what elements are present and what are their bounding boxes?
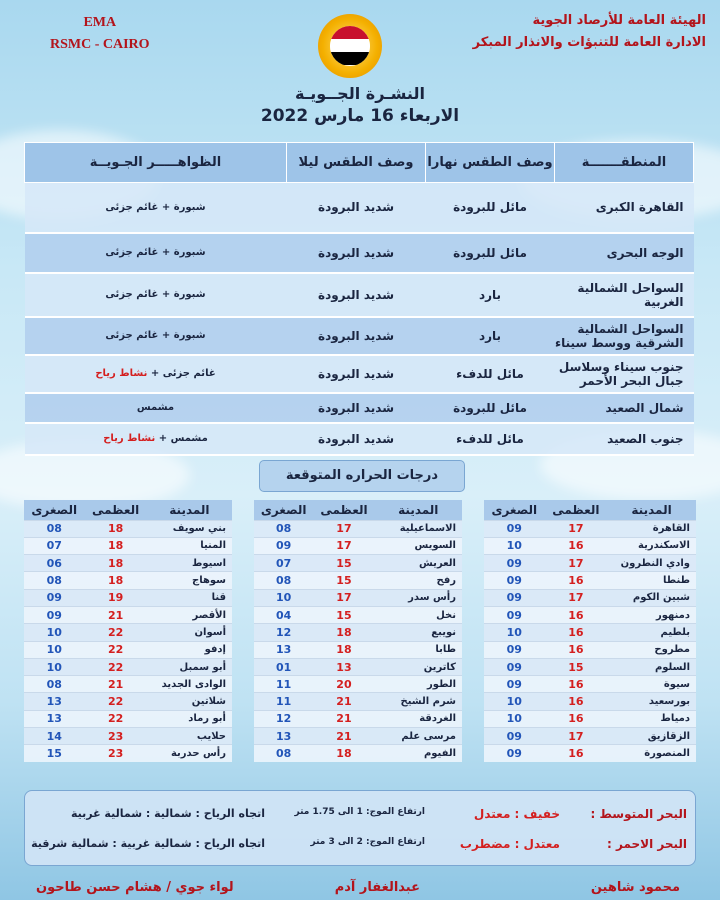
forecast-row (25, 183, 694, 233)
forecast-row (25, 233, 694, 273)
temp-row (484, 624, 696, 641)
phenomena (25, 355, 287, 393)
forecast-row (25, 355, 694, 393)
day-weather: بارد (426, 273, 555, 317)
temp-row (484, 555, 696, 572)
bulletin-title: النشـرة الجــويـة (295, 84, 425, 103)
temp-header-row (484, 500, 696, 520)
temp-city: أبو رماد (147, 710, 232, 727)
temp-max: 18 (84, 537, 146, 554)
header-left (50, 12, 150, 56)
temp-max: 16 (545, 710, 608, 727)
forecast-row (25, 317, 694, 355)
temp-row (484, 658, 696, 675)
temp-min: 10 (484, 710, 545, 727)
temp-header-city: المدينة (375, 500, 462, 520)
temp-city: بني سويف (147, 520, 232, 537)
temp-row (484, 537, 696, 554)
temp-city: أسوان (147, 624, 232, 641)
temp-min: 09 (484, 520, 545, 537)
temp-min: 10 (24, 624, 84, 641)
temp-max: 13 (313, 658, 374, 675)
region-name: الوجه البحرى (554, 233, 693, 273)
signature-3: لواء جوي / هشام حسن طاحون (36, 880, 234, 895)
temp-max: 22 (84, 624, 146, 641)
phenomena-text: شبورة + غائم جزئى (105, 330, 206, 341)
temp-max: 15 (545, 658, 608, 675)
temp-min: 09 (254, 537, 313, 554)
temp-row (484, 710, 696, 727)
temp-city: مرسى علم (375, 728, 462, 745)
temperature-table-1 (484, 500, 696, 762)
phenomena-text: غائم جزئى + (150, 368, 216, 379)
wave-height: ارتفاع الموج: 2 الى 3 متر (310, 837, 425, 847)
temp-max: 16 (545, 676, 608, 693)
temp-city: أبو سمبل (147, 658, 232, 675)
temp-row (484, 641, 696, 658)
temp-max: 16 (545, 572, 608, 589)
temp-row (484, 589, 696, 606)
temp-city: بلطيم (607, 624, 696, 641)
temp-max: 18 (313, 624, 374, 641)
temp-min: 09 (484, 728, 545, 745)
temp-max: 22 (84, 658, 146, 675)
temp-max: 17 (313, 589, 374, 606)
temp-min: 09 (484, 589, 545, 606)
temp-row (24, 520, 232, 537)
temp-max: 16 (545, 606, 608, 623)
sea-row-mediterranean (25, 807, 695, 831)
temp-min: 07 (24, 537, 84, 554)
temp-city: القاهرة (607, 520, 696, 537)
temp-row (254, 520, 462, 537)
col-header-region: المنطقـــــــة (554, 143, 693, 183)
temp-max: 18 (313, 745, 374, 762)
temp-city: اسيوط (147, 555, 232, 572)
temp-min: 08 (254, 572, 313, 589)
wind-direction: اتجاه الرياح : شمالية غربية : شمالية شرقية (31, 837, 265, 850)
department-name: الادارة العامة للتنبؤات والانذار المبكر (472, 35, 706, 50)
temp-header-row (24, 500, 232, 520)
temp-city: حلايب (147, 728, 232, 745)
temp-min: 08 (254, 520, 313, 537)
temp-city: نخل (375, 606, 462, 623)
temp-min: 13 (254, 641, 313, 658)
temp-city: الاسماعيلية (375, 520, 462, 537)
region-name: القاهرة الكبرى (554, 183, 693, 233)
temp-max: 15 (313, 555, 374, 572)
temp-max: 18 (84, 555, 146, 572)
phenomena (25, 393, 287, 423)
temp-header-max: العظمى (313, 500, 374, 520)
wave-height: ارتفاع الموج: 1 الى 1.75 متر (294, 807, 425, 817)
temp-min: 04 (254, 606, 313, 623)
temp-max: 15 (313, 572, 374, 589)
temp-city: نويبع (375, 624, 462, 641)
temp-city: شلاتين (147, 693, 232, 710)
temp-row (254, 624, 462, 641)
temp-min: 09 (484, 555, 545, 572)
temp-city: الأقصر (147, 606, 232, 623)
temp-max: 21 (313, 693, 374, 710)
phenomena-text: مشمس + (158, 433, 208, 444)
temp-city: الوادى الجديد (147, 676, 232, 693)
col-header-phenomena: الظواهـــــر الجـويــة (25, 143, 287, 183)
temp-min: 11 (254, 693, 313, 710)
temp-row (24, 537, 232, 554)
temp-min: 10 (24, 641, 84, 658)
ema-logo-icon (318, 14, 382, 78)
temp-max: 19 (84, 589, 146, 606)
night-weather: شديد البرودة (286, 355, 425, 393)
sea-state: خفيف : معتدل (473, 807, 560, 821)
phenomena (25, 273, 287, 317)
sea-name: البحر المتوسط : (590, 807, 687, 821)
temp-city: طابا (375, 641, 462, 658)
region-name: جنوب سيناء وسلاسل جبال البحر الأحمر (554, 355, 693, 393)
temp-city: رأس حدربة (147, 745, 232, 762)
temp-min: 10 (484, 537, 545, 554)
temp-city: سوهاج (147, 572, 232, 589)
temp-city: دمياط (607, 710, 696, 727)
temp-city: شبين الكوم (607, 589, 696, 606)
temp-row (24, 641, 232, 658)
temp-city: الفيوم (375, 745, 462, 762)
wind-direction: اتجاه الرياح : شمالية : شمالية غربية (70, 807, 265, 820)
signature-1: محمود شاهين (590, 880, 680, 895)
signature-2: عبدالغفار آدم (334, 880, 420, 895)
temp-max: 17 (313, 520, 374, 537)
temp-min: 10 (484, 624, 545, 641)
phenomena-warning: نشاط رياح (95, 368, 148, 379)
temp-city: كاترين (375, 658, 462, 675)
phenomena (25, 233, 287, 273)
day-weather: بارد (426, 317, 555, 355)
temp-max: 22 (84, 693, 146, 710)
temperatures-title: درجات الحراره المتوقعة (259, 460, 465, 492)
sea-conditions-box (24, 790, 696, 866)
temp-max: 16 (545, 745, 608, 762)
temp-city: رأس سدر (375, 589, 462, 606)
night-weather: شديد البرودة (286, 393, 425, 423)
temp-city: المنيا (147, 537, 232, 554)
temp-max: 22 (84, 710, 146, 727)
temp-min: 11 (254, 676, 313, 693)
region-name: شمال الصعيد (554, 393, 693, 423)
temp-max: 17 (545, 520, 608, 537)
region-name: السواحل الشمالية الشرقية ووسط سيناء (554, 317, 693, 355)
temp-max: 20 (313, 676, 374, 693)
temp-header-min: الصغرى (24, 500, 84, 520)
temp-city: مطروح (607, 641, 696, 658)
temp-row (254, 555, 462, 572)
temp-row (484, 606, 696, 623)
night-weather: شديد البرودة (286, 183, 425, 233)
forecast-row (25, 423, 694, 455)
phenomena-text: مشمس (136, 402, 175, 413)
day-weather: مائل للبرودة (426, 183, 555, 233)
night-weather: شديد البرودة (286, 273, 425, 317)
temp-max: 15 (313, 606, 374, 623)
temp-min: 01 (254, 658, 313, 675)
temp-max: 23 (84, 745, 146, 762)
col-header-day: وصف الطقس نهارا (426, 143, 555, 183)
temp-city: الغردقة (375, 710, 462, 727)
temp-row (254, 710, 462, 727)
temp-max: 17 (545, 555, 608, 572)
temp-min: 13 (254, 728, 313, 745)
temp-min: 06 (24, 555, 84, 572)
forecast-table (24, 142, 694, 456)
temp-row (484, 520, 696, 537)
night-weather: شديد البرودة (286, 423, 425, 455)
temp-row (484, 693, 696, 710)
temp-city: قنا (147, 589, 232, 606)
phenomena-text: شبورة + غائم جزئى (105, 247, 206, 258)
temp-row (24, 693, 232, 710)
temp-row (24, 555, 232, 572)
temp-row (24, 624, 232, 641)
region-name: السواحل الشمالية الغربية (554, 273, 693, 317)
temp-min: 09 (484, 658, 545, 675)
temp-min: 13 (24, 693, 84, 710)
temp-min: 08 (24, 676, 84, 693)
temp-min: 10 (254, 589, 313, 606)
temp-city: السويس (375, 537, 462, 554)
temp-header-city: المدينة (607, 500, 696, 520)
temp-row (24, 676, 232, 693)
temp-header-city: المدينة (147, 500, 232, 520)
temp-city: وادي النطرون (607, 555, 696, 572)
authority-name: الهيئة العامة للأرصاد الجوية (532, 13, 706, 28)
day-weather: مائل للدفء (426, 355, 555, 393)
region-name: جنوب الصعيد (554, 423, 693, 455)
temp-row (24, 572, 232, 589)
temp-row (24, 710, 232, 727)
sea-name: البحر الاحمر : (607, 837, 687, 851)
temp-min: 09 (484, 676, 545, 693)
temp-max: 16 (545, 641, 608, 658)
temp-row (484, 745, 696, 762)
phenomena (25, 317, 287, 355)
temp-city: السلوم (607, 658, 696, 675)
temp-row (254, 658, 462, 675)
temp-row (254, 537, 462, 554)
temp-row (254, 641, 462, 658)
day-weather: مائل للبرودة (426, 233, 555, 273)
temp-min: 10 (24, 658, 84, 675)
bulletin-date: الاربعاء 16 مارس 2022 (260, 106, 460, 126)
temp-max: 16 (545, 624, 608, 641)
temp-city: الاسكندرية (607, 537, 696, 554)
temp-max: 18 (84, 572, 146, 589)
temp-city: بورسعيد (607, 693, 696, 710)
temp-city: المنصورة (607, 745, 696, 762)
temp-min: 13 (24, 710, 84, 727)
temp-row (24, 606, 232, 623)
temp-min: 12 (254, 710, 313, 727)
temp-row (254, 693, 462, 710)
temp-max: 21 (84, 676, 146, 693)
phenomena (25, 183, 287, 233)
temp-city: الزقازيق (607, 728, 696, 745)
temp-city: العريش (375, 555, 462, 572)
temp-max: 23 (84, 728, 146, 745)
temp-min: 12 (254, 624, 313, 641)
temp-city: الطور (375, 676, 462, 693)
temp-min: 09 (484, 745, 545, 762)
temp-max: 17 (545, 589, 608, 606)
temp-max: 21 (84, 606, 146, 623)
rsmc-label: RSMC - CAIRO (50, 37, 150, 52)
temp-max: 17 (313, 537, 374, 554)
temp-header-max: العظمى (84, 500, 146, 520)
temp-row (24, 745, 232, 762)
temp-min: 15 (24, 745, 84, 762)
temp-header-min: الصغرى (484, 500, 545, 520)
temp-header-min: الصغرى (254, 500, 313, 520)
day-weather: مائل للدفء (426, 423, 555, 455)
temp-max: 18 (84, 520, 146, 537)
night-weather: شديد البرودة (286, 317, 425, 355)
temp-max: 22 (84, 641, 146, 658)
temp-row (24, 728, 232, 745)
temp-row (484, 728, 696, 745)
temp-header-max: العظمى (545, 500, 608, 520)
temp-max: 18 (313, 641, 374, 658)
temp-min: 09 (484, 641, 545, 658)
temp-max: 16 (545, 537, 608, 554)
temp-min: 09 (484, 572, 545, 589)
temp-max: 21 (313, 728, 374, 745)
temp-min: 14 (24, 728, 84, 745)
phenomena-text: شبورة + غائم جزئى (105, 201, 206, 213)
sea-row-red-sea (25, 837, 695, 861)
temp-city: سيوة (607, 676, 696, 693)
temp-row (254, 728, 462, 745)
temp-min: 09 (24, 606, 84, 623)
col-header-night: وصف الطقس ليلا (286, 143, 425, 183)
sea-state: معتدل : مضطرب (459, 837, 560, 851)
temp-city: طنطا (607, 572, 696, 589)
temp-max: 21 (313, 710, 374, 727)
temp-max: 16 (545, 693, 608, 710)
temp-min: 08 (24, 572, 84, 589)
temp-city: شرم الشيخ (375, 693, 462, 710)
temp-city: إدفو (147, 641, 232, 658)
forecast-header-row (25, 143, 694, 183)
temp-row (254, 589, 462, 606)
temp-min: 09 (24, 589, 84, 606)
phenomena-text: شبورة + غائم جزئى (105, 289, 206, 300)
temperature-table-3 (24, 500, 232, 762)
temp-row (484, 572, 696, 589)
temp-min: 08 (24, 520, 84, 537)
temp-row (254, 745, 462, 762)
temp-min: 09 (484, 606, 545, 623)
phenomena-warning: نشاط رياح (103, 433, 156, 444)
phenomena (25, 423, 287, 455)
temp-city: دمنهور (607, 606, 696, 623)
temp-row (254, 676, 462, 693)
temp-min: 07 (254, 555, 313, 572)
ema-label: EMA (83, 15, 117, 30)
temp-row (24, 658, 232, 675)
temp-max: 17 (545, 728, 608, 745)
temp-min: 10 (484, 693, 545, 710)
temperature-table-2 (254, 500, 462, 762)
day-weather: مائل للبرودة (426, 393, 555, 423)
temp-min: 08 (254, 745, 313, 762)
temp-row (484, 676, 696, 693)
night-weather: شديد البرودة (286, 233, 425, 273)
temp-row (254, 572, 462, 589)
temp-city: رفح (375, 572, 462, 589)
forecast-row (25, 393, 694, 423)
header-right (473, 10, 706, 54)
temp-header-row (254, 500, 462, 520)
forecast-row (25, 273, 694, 317)
temp-row (24, 589, 232, 606)
temp-row (254, 606, 462, 623)
